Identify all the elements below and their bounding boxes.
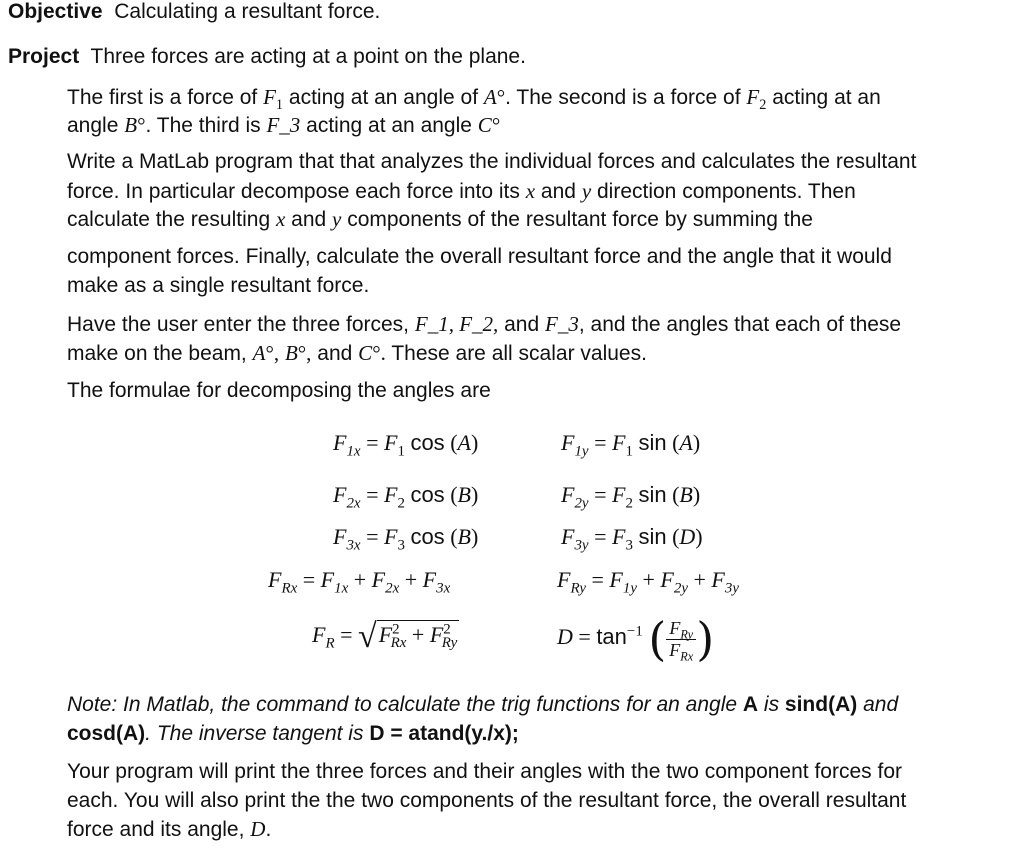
para1-line1: The first is a force of $F_1$ acting at an angle of A°. The second is a force of $F_2$ acting at an xyxy=(67,85,881,114)
eq-fry: $F_{Ry} = F_{1y} + F_{2y} + F_{3y}$ xyxy=(557,567,739,597)
eq-fr: $F_R = √F^2_{Rx} + F^2_{Ry}$ xyxy=(312,618,458,655)
para5-line1: Your program will print the three forces and their angles with the two component forces for xyxy=(67,760,902,783)
note-line2: cosd(A). The inverse tangent is D = atand(y./x); xyxy=(67,722,519,745)
objective-label: Objective xyxy=(8,0,103,23)
eq-f1x: $F_{1x} = F_1$ cos (A) xyxy=(333,430,479,460)
para3-line1: Have the user enter the three forces, F_1, F_2, and F_3, and the angles that each of these xyxy=(67,312,902,336)
objective-text: Calculating a resultant force. xyxy=(114,0,381,23)
project-text: Three forces are acting at a point on the plane. xyxy=(90,45,526,68)
para2-line2: force. In particular decompose each force into its x and y direction components. Then xyxy=(67,179,856,203)
eq-f2y: $F_{2y} = F_2$ sin (B) xyxy=(561,482,701,512)
para2-line5: make as a single resultant force. xyxy=(67,274,370,297)
eq-f3x: $F_{3x} = F_3$ cos (B) xyxy=(333,524,479,554)
eq-d: $D = \tan^{-1}$ ( $\frac{F_{Ry}}{F_{Rx}}$ ) xyxy=(557,612,715,666)
para1-line2: angle B°. The third is F_3 acting at an angle C° xyxy=(67,113,501,137)
para2-line4: component forces. Finally, calculate the overall resultant force and the angle that it would xyxy=(67,245,892,268)
eq-f1y: $F_{1y} = F_1$ sin (A) xyxy=(561,430,701,460)
project-line xyxy=(8,43,526,71)
objective-line xyxy=(8,0,380,26)
eq-f2x: $F_{2x} = F_2$ cos (B) xyxy=(333,482,479,512)
para4-line: The formulae for decomposing the angles are xyxy=(67,379,491,402)
para5-line3: force and its angle, D. xyxy=(67,817,272,841)
para5-line2: each. You will also print the the two components of the resultant force, the overall resultant xyxy=(67,789,907,812)
para3-line2: make on the beam, A°, B°, and C°. These are all scalar values. xyxy=(67,341,647,365)
eq-f3y: $F_{3y} = F_3$ sin (D) xyxy=(561,524,703,554)
project-label: Project xyxy=(8,45,80,68)
note-line1: Note: In Matlab, the command to calculate the trig functions for an angle A is sind(A) and xyxy=(67,693,899,716)
para2-line1: Write a MatLab program that that analyzes the individual forces and calculates the resultant xyxy=(67,150,917,173)
eq-frx: $F_{Rx} = F_{1x} + F_{2x} + F_{3x}$ xyxy=(268,567,451,597)
para2-line3: calculate the resulting x and y components of the resultant force by summing the xyxy=(67,207,813,231)
